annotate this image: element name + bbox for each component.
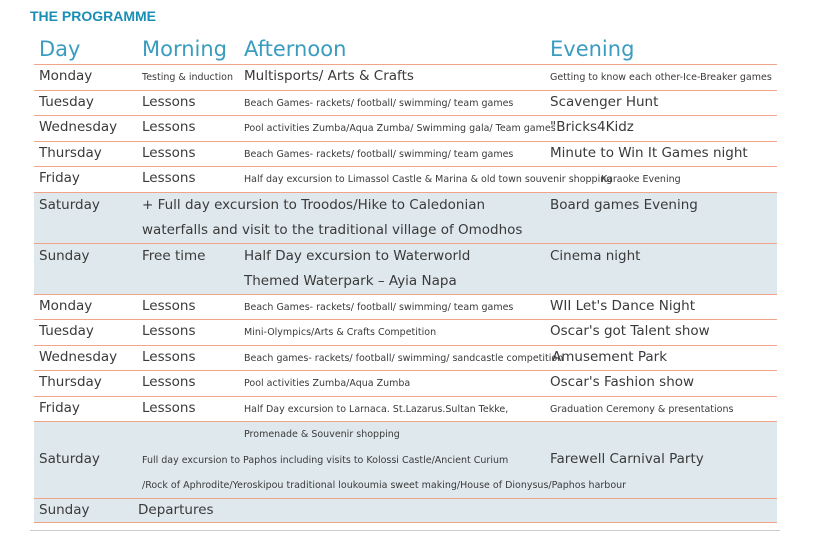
afternoon-cell: Multisports/ Arts & Crafts [244,68,414,84]
evening-cell: Oscar's got Talent show [550,323,710,339]
excursion-line-2: waterfalls and visit to the traditional village of Omodhos [142,221,523,238]
afternoon-cell: Beach games- rackets/ football/ swimming/ sandcastle competition [244,352,564,364]
header-afternoon: Afternoon [244,37,347,61]
morning-cell: Lessons [142,399,196,416]
morning-cell: Lessons [142,297,196,314]
programme-table [34,36,777,523]
day-cell: Monday [39,297,93,314]
day-cell: Thursday [39,374,102,390]
evening-cell: Minute to Win It Games night [550,144,748,161]
evening-cell: Karaoke Evening [601,174,681,185]
morning-cell: Lessons [142,374,196,390]
table-row [34,192,777,243]
excursion-line-1: Promenade & Souvenir shopping [244,429,400,440]
morning-cell: Lessons [142,323,196,339]
morning-cell: Lessons [142,170,196,186]
morning-cell: Lessons [142,93,196,110]
morning-cell: Lessons [142,348,196,365]
day-cell: Saturday [39,196,100,213]
day-cell: Sunday [39,501,90,518]
day-cell: Sunday [39,247,90,264]
table-row [34,294,777,320]
afternoon-line-1: Half Day excursion to Waterworld [244,247,471,264]
evening-cell: Graduation Ceremony & presentations [550,403,734,415]
afternoon-cell: Beach Games- rackets/ football/ swimming/ team games [244,148,514,160]
morning-cell: Testing & induction [142,72,233,83]
table-row [34,498,777,524]
header-morning: Morning [142,37,228,61]
evening-cell: "Bricks4Kidz [550,119,634,135]
day-cell: Thursday [39,144,102,161]
afternoon-cell: Mini-Olympics/Arts & Crafts Competition [244,327,437,338]
table-row [34,166,777,192]
table-row [34,370,777,396]
day-cell: Wednesday [39,348,118,365]
table-row [34,115,777,141]
table-row [34,421,777,498]
morning-cell: Lessons [142,144,196,161]
afternoon-cell: Pool activities Zumba/Aqua Zumba [244,378,411,389]
afternoon-cell: Beach Games- rackets/ football/ swimming/ team games [244,97,514,109]
table-row [34,90,777,116]
afternoon-line-2: Themed Waterpark – Ayia Napa [244,272,457,289]
header-day: Day [39,37,81,61]
divider [30,530,780,531]
table-header [34,36,777,64]
afternoon-cell: Half day excursion to Limassol Castle & Marina & old town souvenir shopping [244,174,613,185]
evening-cell: Farewell Carnival Party [550,451,704,467]
day-cell: Saturday [39,451,100,467]
afternoon-cell: Beach Games- rackets/ football/ swimming/ team games [244,301,514,313]
evening-cell: Getting to know each other-Ice-Breaker games [550,72,772,83]
page-title: THE PROGRAMME [30,8,156,24]
morning-cell: Departures [138,501,214,518]
day-cell: Friday [39,170,80,186]
excursion-line-1: + Full day excursion to Troodos/Hike to Caledonian [142,196,486,213]
day-cell: Monday [39,68,93,84]
table-row [34,319,777,345]
evening-cell: WII Let's Dance Night [550,297,696,314]
morning-cell: Free time [142,247,206,264]
evening-cell: Scavenger Hunt [550,93,659,110]
excursion-line-2: Full day excursion to Paphos including visits to Kolossi Castle/Ancient Curium [142,455,509,466]
day-cell: Tuesday [39,323,94,339]
evening-cell: Amusement Park [552,348,668,365]
morning-cell: Lessons [142,119,196,135]
header-evening: Evening [550,37,635,61]
day-cell: Friday [39,399,80,416]
afternoon-cell: Half Day excursion to Larnaca. St.Lazarus.Sultan Tekke, [244,403,509,415]
day-cell: Tuesday [39,93,94,110]
table-row [34,396,777,422]
evening-cell: Cinema night [550,247,641,264]
table-row [34,345,777,371]
table-row [34,64,777,90]
evening-cell: Oscar's Fashion show [550,374,695,390]
table-row [34,243,777,294]
table-row [34,141,777,167]
afternoon-cell: Pool activities Zumba/Aqua Zumba/ Swimming gala/ Team games [244,123,556,134]
evening-cell: Board games Evening [550,196,698,213]
day-cell: Wednesday [39,119,118,135]
excursion-line-3: /Rock of Aphrodite/Yeroskipou traditional loukoumia sweet making/House of Dionysus/Paphos harbour [142,480,627,491]
